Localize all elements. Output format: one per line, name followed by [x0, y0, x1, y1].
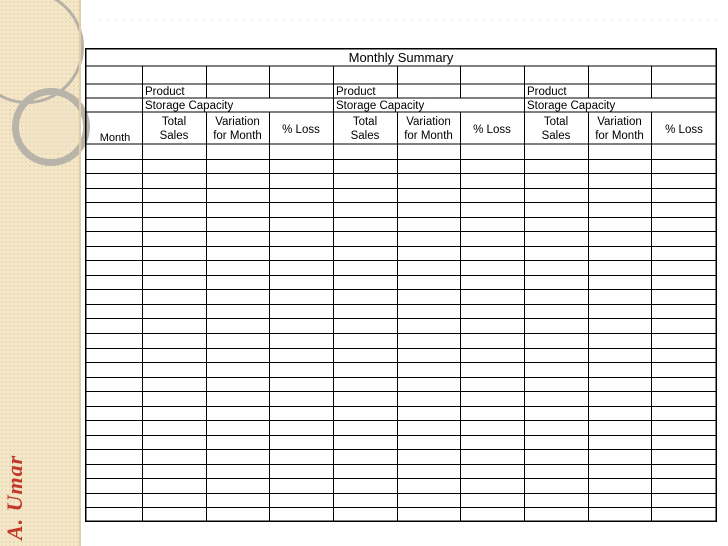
monthly-summary-table: [85, 48, 717, 522]
storage-capacity-label: Storage Capacity: [336, 100, 425, 112]
table-title: Monthly Summary: [348, 50, 454, 65]
loss-header: % Loss: [282, 124, 320, 136]
total-sales-header: Sales: [350, 130, 380, 142]
total-sales-header: Sales: [541, 130, 571, 142]
loss-header: % Loss: [473, 124, 511, 136]
total-sales-header: Total: [543, 116, 569, 128]
variation-header: Variation: [215, 116, 260, 128]
variation-header: for Month: [213, 130, 262, 142]
table-headers: [145, 86, 703, 142]
product-label: Product: [145, 86, 185, 98]
storage-capacity-label: Storage Capacity: [145, 100, 234, 112]
author-signature: A. Umar: [2, 454, 27, 540]
variation-header: Variation: [597, 116, 642, 128]
total-sales-header: Sales: [159, 130, 189, 142]
variation-header: Variation: [406, 116, 451, 128]
loss-header: % Loss: [665, 124, 703, 136]
decorative-sidebar: [0, 0, 80, 546]
total-sales-header: Total: [352, 116, 378, 128]
dotted-divider: [96, 19, 718, 21]
month-header: Month: [99, 132, 131, 144]
storage-capacity-label: Storage Capacity: [527, 100, 616, 112]
variation-header: for Month: [595, 130, 644, 142]
total-sales-header: Total: [161, 116, 187, 128]
product-label: Product: [336, 86, 376, 98]
variation-header: for Month: [404, 130, 453, 142]
sidebar-divider: [79, 0, 81, 546]
product-label: Product: [527, 86, 567, 98]
